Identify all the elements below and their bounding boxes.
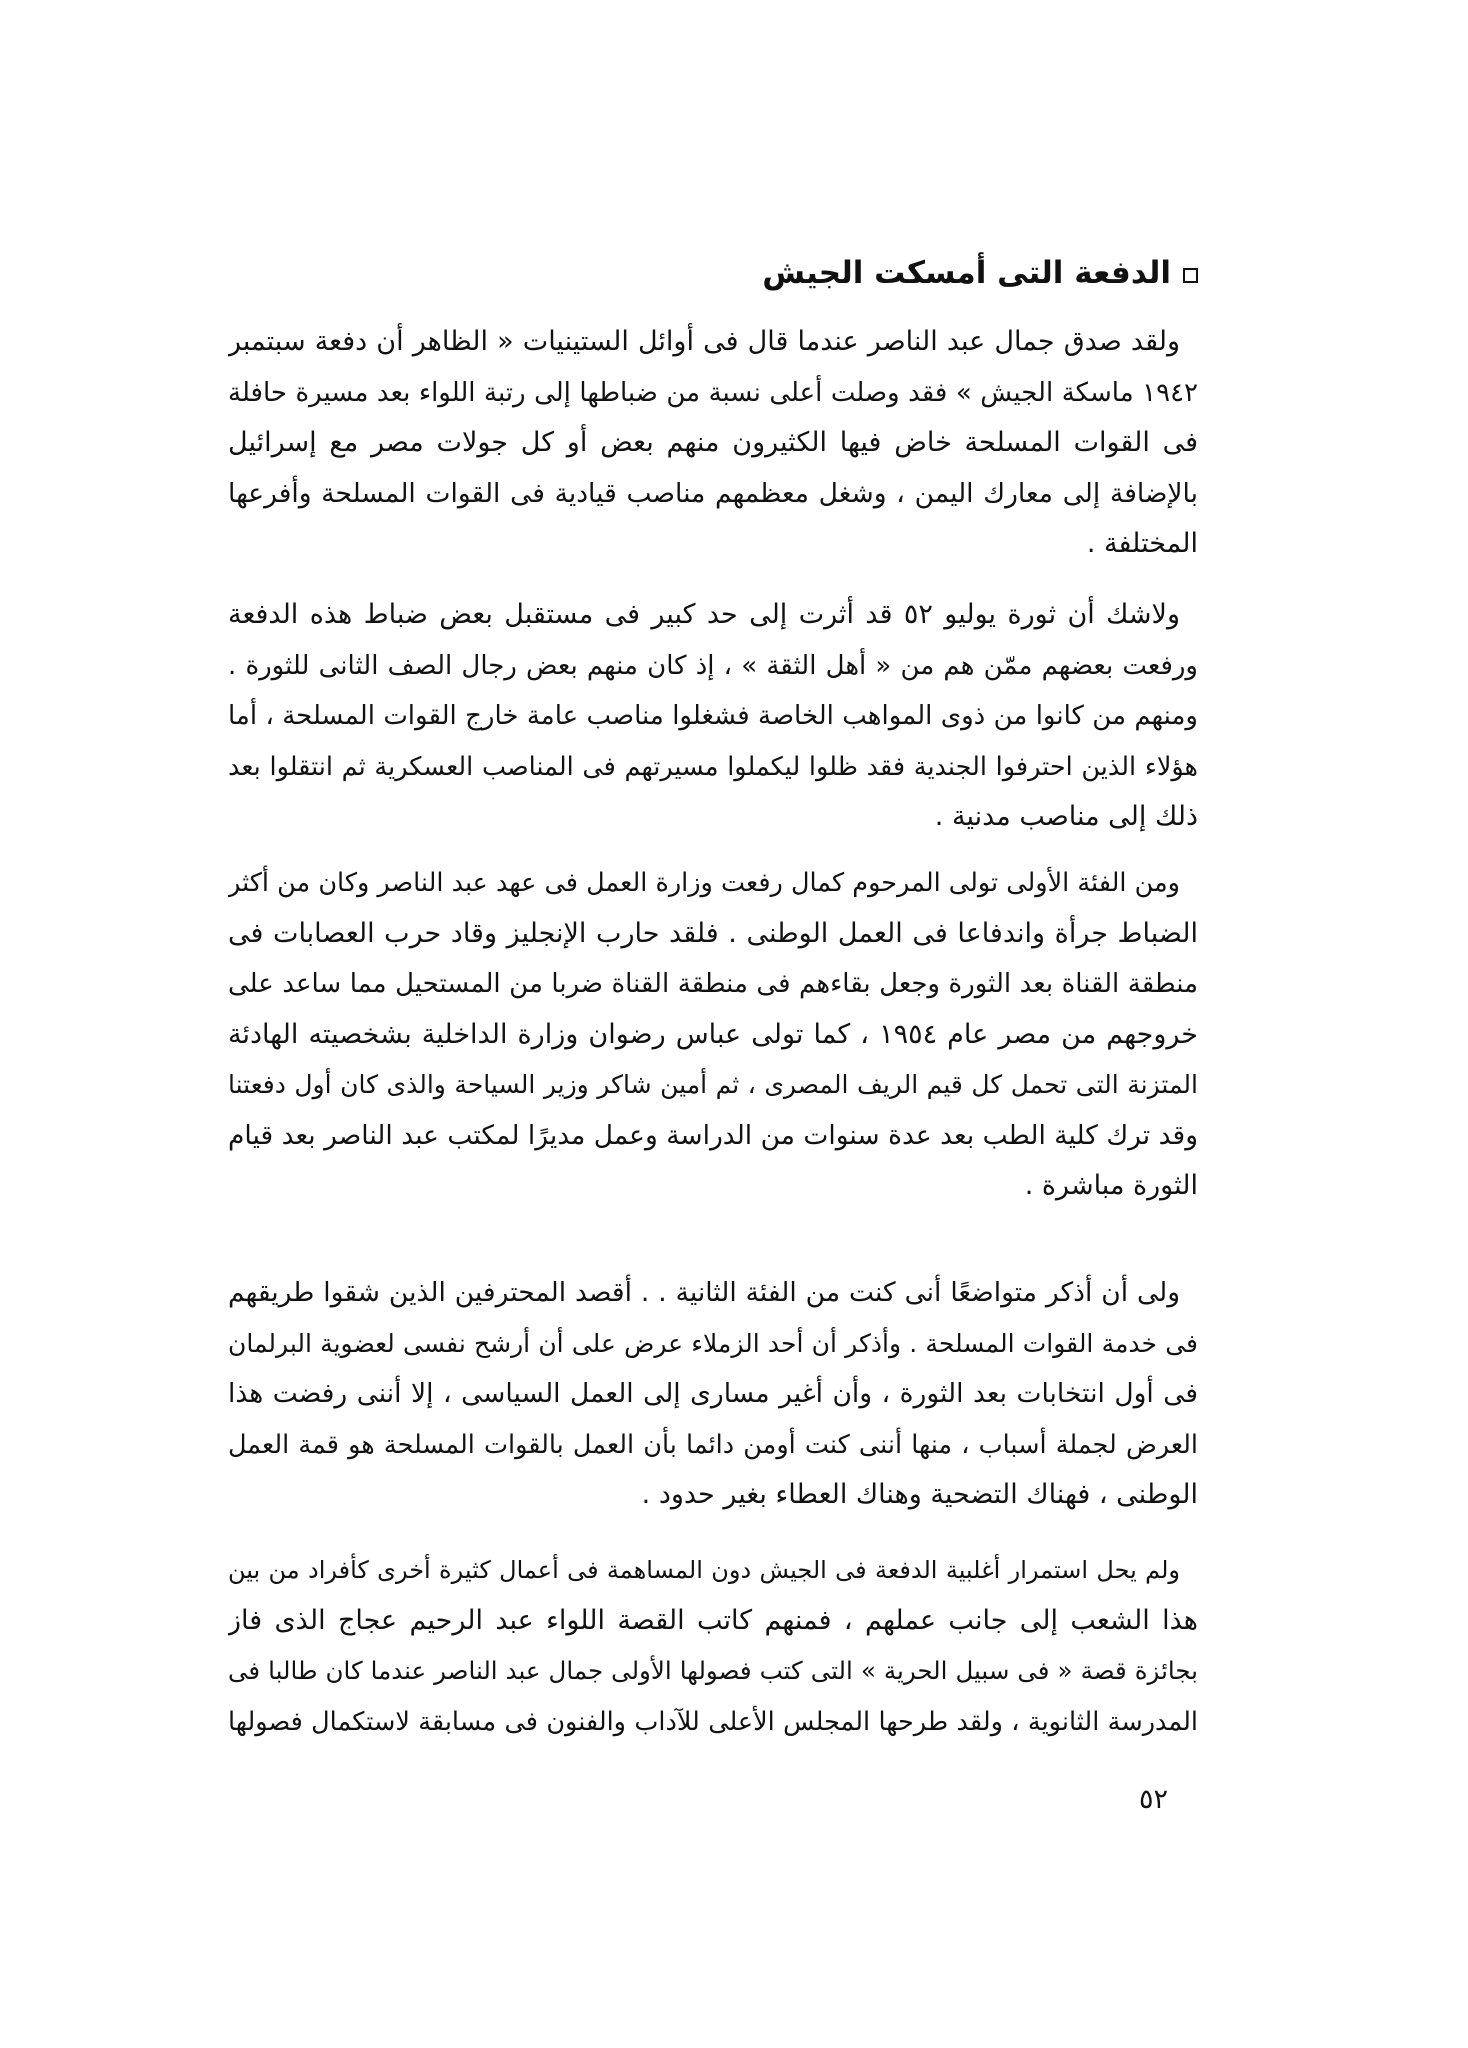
square-bullet-icon [1183,268,1198,283]
text-line: ولم يحل استمرار أغلبية الدفعة فى الجيش دون المساهمة فى أعمال كثيرة أخرى كأفراد من بين [228,1556,1180,1584]
paragraph [228,1268,1198,1521]
section-heading-title: الدفعة التى أمسكت الجيش [762,255,1171,291]
text-line: العرض لجملة أسباب ، منها أننى كنت أومن دائما بأن العمل بالقوات المسلحة هو قمة العمل [228,1429,1198,1460]
text-line: هذا الشعب إلى جانب عملهم ، فمنهم كاتب القصة اللواء عبد الرحيم عجاج الذى فاز [228,1604,1198,1636]
text-line: المختلفة . [1086,528,1198,559]
text-line: الوطنى ، فهناك التضحية وهناك العطاء بغير حدود . [641,1479,1198,1510]
text-line: ومن الفئة الأولى تولى المرحوم كمال رفعت وزارة العمل فى عهد عبد الناصر وكان من أكثر [228,868,1180,898]
text-line: ولى أن أذكر متواضعًا أنى كنت من الفئة الثانية . . أقصد المحترفين الذين شقوا طريقهم [228,1277,1180,1308]
text-line: المتزنة التى تحمل كل قيم الريف المصرى ، ثم أمين شاكر وزير السياحة والذى كان أول دفعتنا [228,1070,1198,1099]
section-heading [762,248,1198,298]
text-line: ذلك إلى مناصب مدنية . [934,801,1198,832]
paragraph [228,858,1198,1212]
text-line: ١٩٤٢ ماسكة الجيش » فقد وصلت أعلى نسبة من ضباطها إلى رتبة اللواء بعد مسيرة حافلة [228,377,1198,408]
text-line: وقد ترك كلية الطب بعد عدة سنوات من الدراسة وعمل مديرًا لمكتب عبد الناصر بعد قيام [228,1119,1198,1151]
paragraph [228,1545,1198,1747]
paragraph [228,317,1198,570]
paragraph [228,590,1198,843]
book-page [228,0,1198,2048]
text-line: المدرسة الثانوية ، ولقد طرحها المجلس الأعلى للآداب والفنون فى مسابقة لاستكمال فصولها [228,1706,1198,1737]
text-line: ولاشك أن ثورة يوليو ٥٢ قد أثرت إلى حد كبير فى مستقبل بعض ضباط هذه الدفعة [228,599,1180,630]
text-line: بجائزة قصة « فى سبيل الحرية » التى كتب فصولها الأولى جمال عبد الناصر عندما كان طالبا فى [228,1656,1198,1685]
text-line: هؤلاء الذين احترفوا الجندية فقد ظلوا ليكملوا مسيرتهم فى المناصب العسكرية ثم انتقلوا بعد [228,751,1198,782]
text-line: خروجهم من مصر عام ١٩٥٤ ، كما تولى عباس رضوان وزارة الداخلية بشخصيته الهادئة [228,1018,1198,1050]
text-line: الثورة مباشرة . [1024,1170,1198,1201]
text-line: بالإضافة إلى معارك اليمن ، وشغل معظمهم مناصب قيادية فى القوات المسلحة وأفرعها [228,477,1198,509]
text-line: ولقد صدق جمال عبد الناصر عندما قال فى أوائل الستينيات « الظاهر أن دفعة سبتمبر [228,326,1180,357]
text-line: ورفعت بعضهم ممّن هم من « أهل الثقة » ، إذ كان منهم بعض رجال الصف الثانى للثورة . [228,650,1198,681]
page-number: ٥٢ [1138,1784,1168,1815]
text-line: منطقة القناة بعد الثورة وجعل بقاءهم فى منطقة القناة ضربا من المستحيل مما ساعد على [228,969,1198,999]
text-line: الضباط جرأة واندفاعا فى العمل الوطنى . فلقد حارب الإنجليز وقاد حرب العصابات فى [228,917,1198,949]
text-line: فى أول انتخابات بعد الثورة ، وأن أغير مسارى إلى العمل السياسى ، إلا أننى رفضت هذا [228,1378,1198,1409]
text-line: فى القوات المسلحة خاض فيها الكثيرون منهم بعض أو كل جولات مصر مع إسرائيل [228,427,1198,458]
text-line: ومنهم من كانوا من ذوى المواهب الخاصة فشغلوا مناصب عامة خارج القوات المسلحة ، أما [228,701,1198,731]
text-line: فى خدمة القوات المسلحة . وأذكر أن أحد الزملاء عرض على أن أرشح نفسى لعضوية البرلمان [228,1328,1198,1358]
